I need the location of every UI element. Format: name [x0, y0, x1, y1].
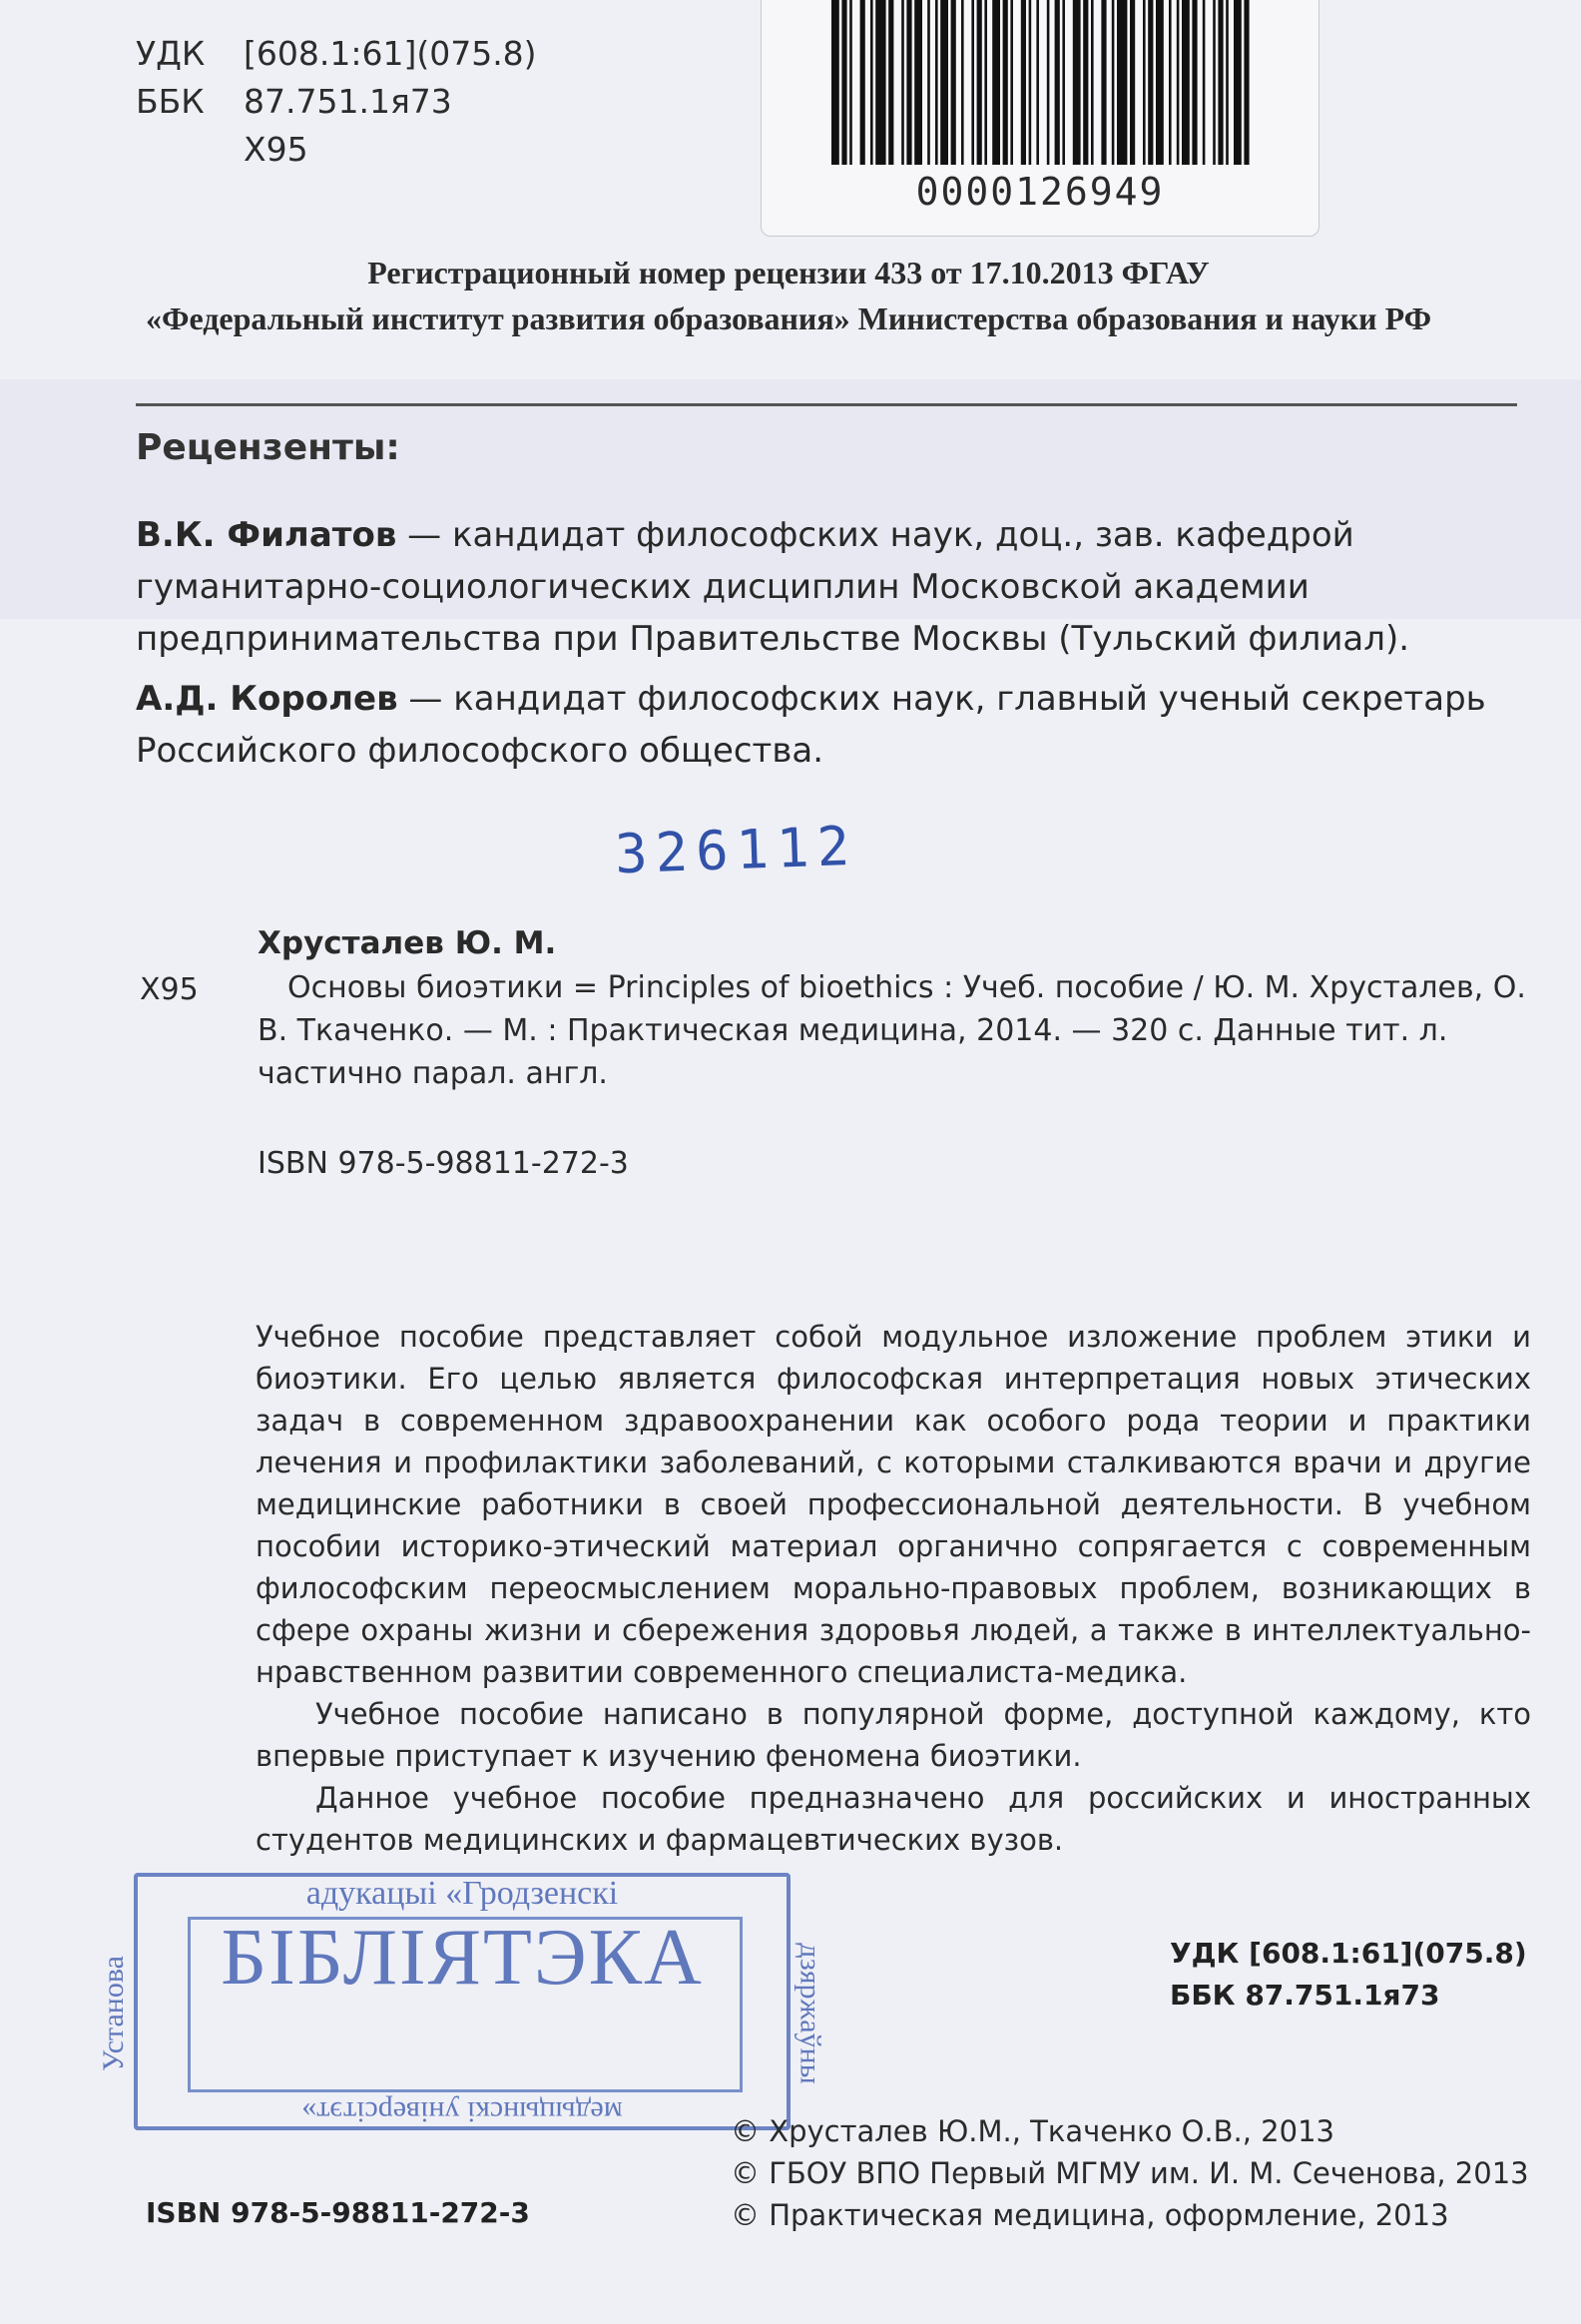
author-code: Х95	[244, 130, 308, 169]
annotation-paragraph: Данное учебное пособие предназначено для российских и иностранных студентов медицинских и фармацевтических вузов.	[256, 1781, 1531, 1857]
barcode-bar	[1226, 0, 1229, 165]
barcode-bar	[1117, 0, 1127, 165]
barcode-bar	[961, 0, 964, 165]
barcode-bar	[1143, 0, 1146, 165]
bib-description: Основы биоэтики = Principles of bioethics : Учеб. пособие / Ю. М. Хрусталев, О. В. Ткаченко. — М. : Практическая медицина, 2014. — 320 с. Данные тит. л. частично парал. англ.	[258, 970, 1526, 1091]
udk-value: [608.1:61](075.8)	[244, 34, 537, 73]
barcode-bar	[1003, 0, 1008, 165]
barcode-bar	[927, 0, 930, 165]
annotation-paragraph: Учебное пособие представляет собой модульное изложение проблем этики и биоэтики. Его целью является философская интерпретация новых этических задач в современном здравоохранении как особого рода теории и практики лечения и профилактики заболеваний, с которыми сталкиваются врачи и другие медицинские работники в своей профессиональной деятельности. В учебном пособии историко-этический материал органично сопрягается с современным философским переосмыслением морально-правовых проблем, возникающих в сфере охраны жизни и сбережения здоровья людей, а также в интеллектуально-нравственном развитии современного специалиста-медика.	[256, 1320, 1531, 1689]
barcode-bar	[992, 0, 1000, 165]
registration-line-1: Регистрационный номер рецензии 433 от 17.10.2013 ФГАУ	[367, 255, 1210, 290]
reviewer-2	[136, 673, 1543, 777]
reviewer-name: В.К. Филатов	[136, 515, 397, 555]
barcode-bar	[977, 0, 982, 165]
barcode-bar	[1182, 0, 1190, 165]
reviewer-description: — кандидат философских наук, главный ученый секретарь Российского философского общества.	[136, 679, 1486, 771]
barcode-bar	[1101, 0, 1106, 165]
annotation-paragraph: Учебное пособие написано в популярной форме, доступной каждому, кто впервые приступает к изучению феномена биоэтики.	[256, 1697, 1531, 1773]
bib-author: Хрусталев Ю. М.	[258, 925, 557, 961]
barcode-bar	[1244, 0, 1249, 165]
inventory-stamp: 326112	[613, 814, 859, 886]
reviewer-description: — кандидат философских наук, доц., зав. кафедрой гуманитарно-социологических дисциплин Московской академии предпринимательства при Правительстве Москвы (Тульский филиал).	[136, 515, 1410, 659]
udk-label: УДК	[136, 34, 206, 73]
stamp-top-text: адукацыі «Гродзенскі	[305, 1875, 619, 1912]
barcode-bar	[1091, 0, 1094, 165]
barcode-bar	[860, 0, 865, 165]
barcode-icon	[831, 0, 1251, 165]
barcode-bar	[1062, 0, 1065, 165]
barcode-bar	[940, 0, 948, 165]
divider	[136, 403, 1517, 406]
barcode-bar	[1213, 0, 1216, 165]
barcode-bar	[1083, 0, 1088, 165]
stamp-left-text: Установа	[97, 1956, 130, 2071]
barcode-bar	[906, 0, 911, 165]
bbk-value: 87.751.1я73	[244, 82, 452, 121]
reviewer-1	[136, 509, 1543, 665]
barcode-bar	[984, 0, 987, 165]
udk-block-bottom	[1170, 1933, 1527, 2017]
reviewers-heading: Рецензенты:	[136, 427, 400, 468]
barcode-bar	[901, 0, 904, 165]
isbn-bottom: ISBN 978-5-98811-272-3	[146, 2196, 530, 2229]
barcode-bar	[849, 0, 852, 165]
barcode-bar	[1203, 0, 1206, 165]
bbk-label: ББК	[136, 82, 205, 121]
library-stamp	[97, 1873, 827, 2130]
barcode-bar	[1192, 0, 1197, 165]
copyright-line: © ГБОУ ВПО Первый МГМУ им. И. М. Сеченова, 2013	[731, 2156, 1529, 2190]
barcode-bar	[1047, 0, 1050, 165]
barcode-bar	[1234, 0, 1242, 165]
barcode-bar	[1156, 0, 1164, 165]
barcode-bar	[1073, 0, 1081, 165]
barcode-bar	[1055, 0, 1060, 165]
barcode-bar	[1148, 0, 1153, 165]
udk-block-top	[136, 30, 537, 174]
annotation	[256, 1316, 1531, 1861]
barcode-label	[761, 0, 1319, 237]
barcode-bar	[841, 0, 846, 165]
barcode-bar	[1112, 0, 1115, 165]
stamp-main-text: БІБЛІЯТЭКА	[221, 1914, 704, 2002]
barcode-bar	[1029, 0, 1032, 165]
barcode-bar	[875, 0, 885, 165]
barcode-bar	[971, 0, 974, 165]
registration-note	[110, 250, 1467, 341]
bib-code: Х95	[140, 972, 199, 1007]
copyright-line: © Хрусталев Ю.М., Ткаченко О.В., 2013	[731, 2114, 1334, 2148]
barcode-bar	[1010, 0, 1013, 165]
barcode-bar	[1218, 0, 1223, 165]
copyright-line: © Практическая медицина, оформление, 2013	[731, 2198, 1449, 2232]
barcode-bar	[914, 0, 922, 165]
udk-bottom: УДК [608.1:61](075.8)	[1170, 1937, 1527, 1970]
registration-line-2: «Федеральный институт развития образования» Министерства образования и науки РФ	[145, 300, 1432, 336]
stamp-right-text: дзяржаўны	[794, 1943, 827, 2084]
bbk-bottom: ББК 87.751.1я73	[1170, 1979, 1440, 2012]
copyright-block	[731, 2110, 1529, 2236]
barcode-bar	[870, 0, 873, 165]
reviewer-name: А.Д. Королев	[136, 679, 398, 719]
bib-isbn: ISBN 978-5-98811-272-3	[258, 1146, 629, 1181]
barcode-bar	[1130, 0, 1135, 165]
barcode-bar	[951, 0, 956, 165]
barcode-number: 0000126949	[915, 170, 1165, 214]
barcode-bar	[831, 0, 839, 165]
barcode-bar	[888, 0, 893, 165]
stamp-bottom-text: медыцынскі універсітэт»	[301, 2095, 623, 2128]
barcode-bar	[1177, 0, 1180, 165]
barcode-bar	[1169, 0, 1172, 165]
barcode-bar	[935, 0, 938, 165]
barcode-bar	[1036, 0, 1039, 165]
barcode-bar	[1021, 0, 1026, 165]
